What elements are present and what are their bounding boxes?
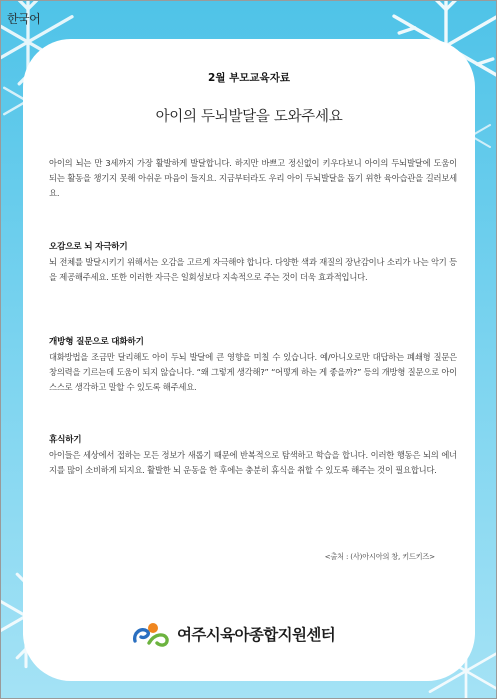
section-body: 아이들은 세상에서 접하는 모든 정보가 새롭기 때문에 반복적으로 탐색하고 학습을 합니다. 이러한 행동은 뇌의 에너지를 많이 소비하게 되지요. 활발한 뇌 운동을 한 후에는 충분히 휴식을 취할 수 있도록 해주는 것이 필요합니다.	[49, 450, 457, 476]
section-heading: 휴식하기	[49, 435, 82, 445]
section-heading: 개방형 질문으로 대화하기	[49, 337, 144, 347]
language-label: 한국어	[7, 12, 41, 26]
section-body: 뇌 전체를 발달시키기 위해서는 오감을 고르게 자극해야 합니다. 다양한 색과 재질의 장난감이나 소리가 나는 악기 등을 제공해주세요. 또한 이러한 자극은 일회성보다 지속적으로 주는 것이 더욱 효과적입니다.	[49, 257, 457, 283]
section-body: 대화방법을 조금만 달리해도 아이 두뇌 발달에 큰 영향을 미칠 수 있습니다. 예/아니오로만 대답하는 폐쇄형 질문은 창의력을 기르는데 도움이 되지 않습니다. “왜 그렇게 생각해?” “어떻게 하는 게 좋을까?” 등의 개방형 질문으로 아이 스스로 생각하고 말할 수 있도록 해주세요.	[49, 352, 457, 393]
content-card	[23, 39, 475, 681]
organization-name: 여주시육아종합지원센터	[177, 626, 336, 644]
section-heading: 오감으로 뇌 자극하기	[49, 242, 128, 252]
footer-logo	[131, 619, 381, 649]
document-title: 2월 부모교육자료	[208, 72, 290, 84]
source-citation: <출처 : (사)아시아의 창, 키드키즈>	[324, 552, 435, 561]
center-logo-icon	[131, 619, 171, 649]
document-subtitle: 아이의 두뇌발달을 도와주세요	[155, 109, 343, 125]
intro-paragraph: 아이의 뇌는 만 3세까지 가장 활발하게 발달합니다. 하지만 바쁘고 정신없이 키우다보니 아이의 두뇌발달에 도움이 되는 활동을 챙기지 못해 아쉬운 마음이 들지요. 지금부터라도 우리 아이 두뇌발달을 돕기 위한 육아습관을 길러보세요.	[49, 158, 457, 199]
